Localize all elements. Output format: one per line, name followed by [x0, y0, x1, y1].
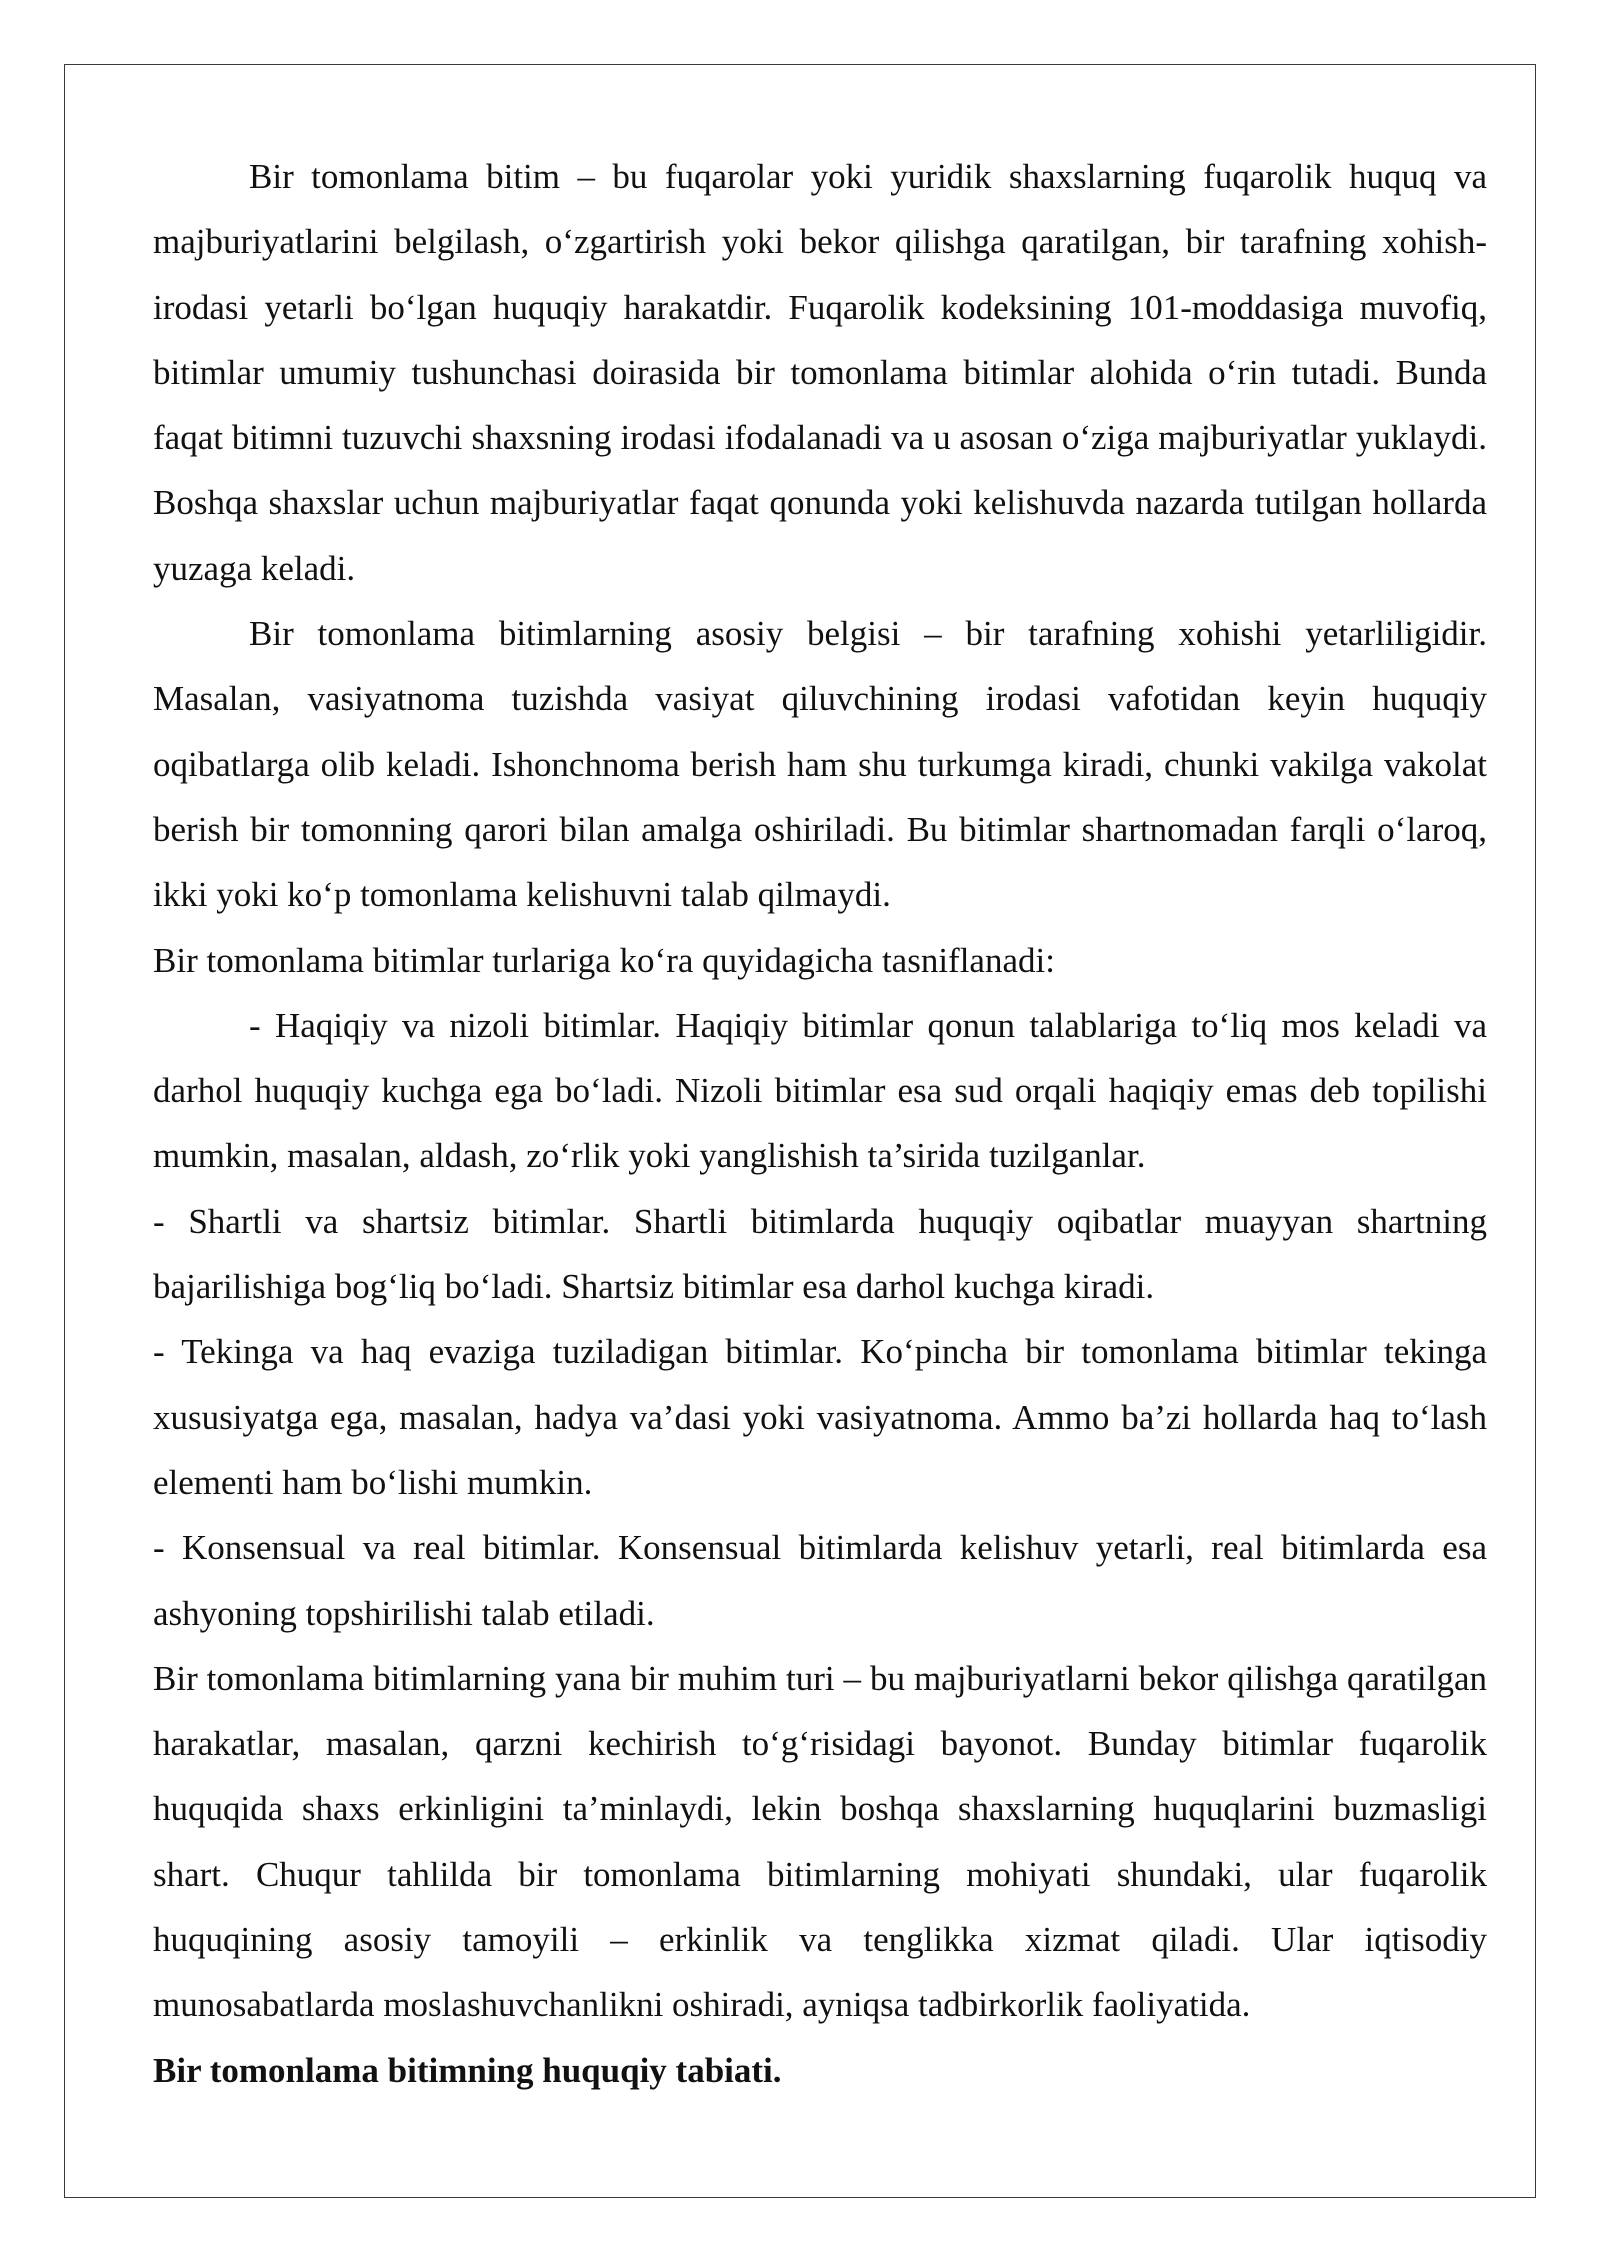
list-item-valid-voidable: - Haqiqiy va nizoli bitimlar. Haqiqiy bitimlar qonun talablariga toʻliq mos keladi va darhol huquqiy kuchga ega boʻladi. Nizoli bitimlar esa sud orqali haqiqiy emas deb topilishi mumkin, masalan, aldash, zoʻrlik yoki yanglishish ta’sirida tuzilganlar.: [153, 1005, 1487, 1176]
paragraph-main-feature: Bir tomonlama bitimlarning asosiy belgisi – bir tarafning xohishi yetarliligidir. Masalan, vasiyatnoma tuzishda vasiyat qiluvchining irodasi vafotidan keyin huquqiy oqibatlarga olib keladi. Ishonchnoma berish ham shu turkumga kiradi, chunki vakilga vakolat berish bir tomonning qarori bilan amalga oshiriladi. Bu bitimlar shartnomadan farqli oʻlaroq, ikki yoki koʻp tomonlama kelishuvni talab qilmaydi.: [153, 614, 1487, 915]
list-item-consensual-real: - Konsensual va real bitimlar. Konsensual bitimlarda kelishuv yetarli, real bitimlarda esa ashyoning topshirilishi talab etiladi.: [153, 1528, 1487, 1633]
section-heading: Bir tomonlama bitimning huquqiy tabiati.: [153, 2050, 782, 2090]
list-item-gratuitous: - Tekinga va haq evaziga tuziladigan bitimlar. Koʻpincha bir tomonlama bitimlar tekinga xususiyatga ega, masalan, hadya va’dasi yoki vasiyatnoma. Ammo ba’zi hollarda haq toʻlash elementi ham boʻlishi mumkin.: [153, 1332, 1487, 1502]
paragraph-definition: Bir tomonlama bitim – bu fuqarolar yoki yuridik shaxslarning fuqarolik huquq va majburiyatlarini belgilash, oʻzgartirish yoki bekor qilishga qaratilgan, bir tarafning xohish-irodasi yetarli boʻlgan huquqiy harakatdir. Fuqarolik kodeksining 101-moddasiga muvofiq, bitimlar umumiy tushunchasi doirasida bir tomonlama bitimlar alohida oʻrin tutadi. Bunda faqat bitimni tuzuvchi shaxsning irodasi ifodalanadi va u asosan oʻziga majburiyatlar yuklaydi. Boshqa shaxslar uchun majburiyatlar faqat qonunda yoki kelishuvda nazarda tutilgan hollarda yuzaga keladi.: [153, 157, 1487, 588]
document-body: [153, 144, 1487, 2103]
paragraph-classification-intro: Bir tomonlama bitimlar turlariga koʻra quyidagicha tasniflanadi:: [153, 940, 1055, 980]
paragraph-conclusion: Bir tomonlama bitimlarning yana bir muhim turi – bu majburiyatlarni bekor qilishga qaratilgan harakatlar, masalan, qarzni kechirish toʻgʻrisidagi bayonot. Bunday bitimlar fuqarolik huquqida shaxs erkinligini ta’minlaydi, lekin boshqa shaxslarning huquqlarini buzmasligi shart. Chuqur tahlilda bir tomonlama bitimlarning mohiyati shundaki, ular fuqarolik huquqining asosiy tamoyili – erkinlik va tenglikka xizmat qiladi. Ular iqtisodiy munosabatlarda moslashuvchanlikni oshiradi, ayniqsa tadbirkorlik faoliyatida.: [153, 1658, 1487, 2025]
list-item-conditional: - Shartli va shartsiz bitimlar. Shartli bitimlarda huquqiy oqibatlar muayyan shartning bajarilishiga bogʻliq boʻladi. Shartsiz bitimlar esa darhol kuchga kiradi.: [153, 1201, 1487, 1307]
